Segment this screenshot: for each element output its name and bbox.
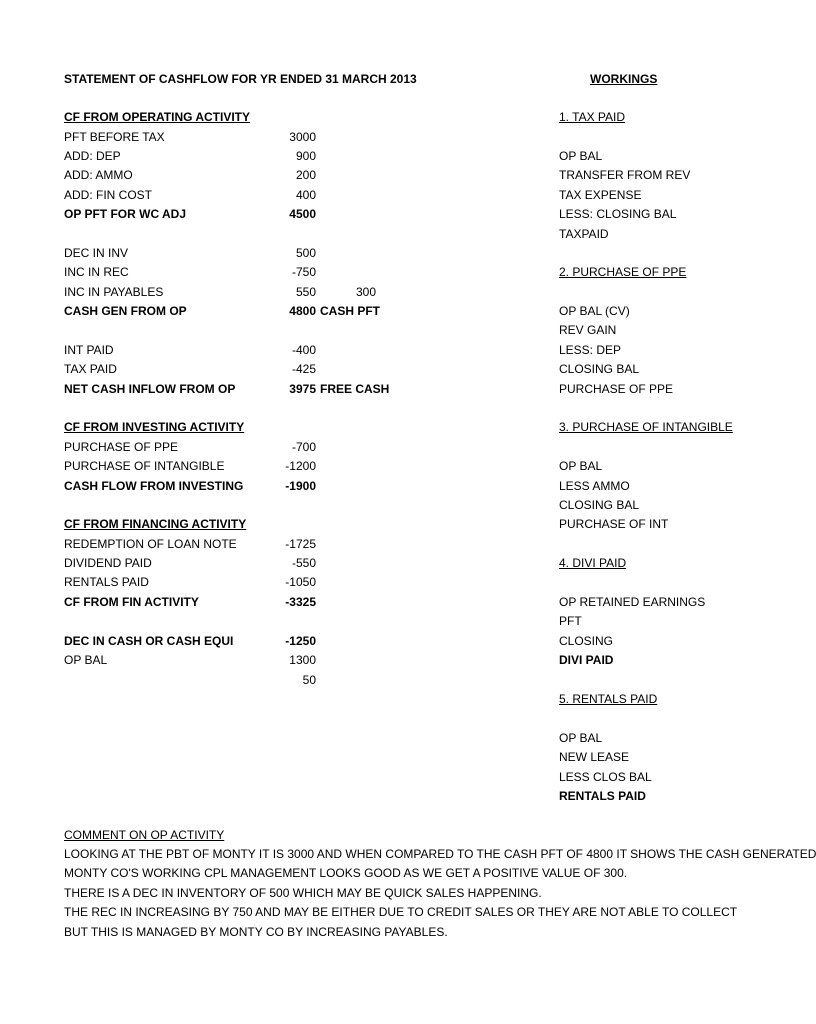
row-label: PURCHASE OF PPE: [64, 440, 179, 454]
comment-text: MONTY CO'S WORKING CPL MANAGEMENT LOOKS GOOD AS WE GET A POSITIVE VALUE OF 300.: [64, 866, 628, 880]
list-item: [0, 225, 688, 244]
list-item: [0, 768, 688, 787]
list-item: [0, 166, 691, 185]
table-row: [0, 438, 400, 457]
row-value: 550: [295, 285, 316, 299]
list-item: [0, 612, 688, 631]
row-label: OP BAL: [64, 653, 108, 667]
working-heading-row: [0, 263, 688, 282]
comment-line: [0, 903, 738, 922]
working-item: PURCHASE OF INT: [559, 517, 669, 531]
table-row: [0, 128, 400, 147]
list-item: [0, 341, 688, 360]
row-label: REDEMPTION OF LOAN NOTE: [64, 537, 237, 551]
row-value: -1200: [285, 459, 316, 473]
row-label: CASH GEN FROM OP: [64, 304, 187, 318]
list-item: [0, 147, 688, 166]
row-label: DEC IN CASH OR CASH EQUI: [64, 634, 234, 648]
comment-text: BUT THIS IS MANAGED BY MONTY CO BY INCREASING PAYABLES.: [64, 925, 448, 939]
list-item: [0, 748, 688, 767]
row-label: DIVIDEND PAID: [64, 556, 152, 570]
row-value: -700: [291, 440, 316, 454]
comment-heading-row: [0, 826, 688, 845]
working-item: TRANSFER FROM REV: [559, 168, 691, 182]
comment-line: [0, 845, 816, 864]
table-row: [0, 244, 400, 263]
row-label: ADD: FIN COST: [64, 188, 153, 202]
list-item: [0, 515, 688, 534]
comment-text: THERE IS A DEC IN INVENTORY OF 500 WHICH MAY BE QUICK SALES HAPPENING.: [64, 886, 542, 900]
working-item: CLOSING BAL: [559, 498, 640, 512]
row-value: 900: [295, 149, 316, 163]
list-item: [0, 729, 688, 748]
table-row: [0, 535, 400, 554]
statement-title: STATEMENT OF CASHFLOW FOR YR ENDED 31 MARCH 2013: [64, 72, 417, 86]
working-item: TAXPAID: [559, 227, 609, 241]
row-value: 4800: [289, 304, 316, 318]
working-item: CLOSING BAL: [559, 362, 640, 376]
row-value: -750: [291, 265, 316, 279]
list-item: [0, 651, 688, 670]
row-value: -1250: [285, 634, 316, 648]
row-label: OP PFT FOR WC ADJ: [64, 207, 187, 221]
working-item: OP RETAINED EARNINGS: [559, 595, 706, 609]
working-heading-row: [0, 554, 688, 573]
row-label: PURCHASE OF INTANGIBLE: [64, 459, 225, 473]
list-item: [0, 477, 688, 496]
comment-text: THE REC IN INCREASING BY 750 AND MAY BE EITHER DUE TO CREDIT SALES OR THEY ARE NOT ABLE TO COLLECT: [64, 905, 738, 919]
row-label: TAX PAID: [64, 362, 117, 376]
row-label: RENTALS PAID: [64, 575, 149, 589]
row-extra-value: 300: [355, 285, 376, 299]
working-item: LESS: DEP: [559, 343, 622, 357]
list-item: [0, 632, 688, 651]
row-suffix: CASH PFT: [320, 304, 380, 318]
working-item: OP BAL (CV): [559, 304, 630, 318]
comment-line: [0, 884, 688, 903]
list-item: [0, 302, 688, 321]
row-value: 500: [295, 246, 316, 260]
working-item: PFT: [559, 614, 582, 628]
working-heading-tax: 1. TAX PAID: [559, 110, 626, 124]
row-value: -550: [291, 556, 316, 570]
table-row: [0, 283, 400, 302]
row-label: ADD: AMMO: [64, 168, 133, 182]
row-value: 400: [295, 188, 316, 202]
comment-heading: COMMENT ON OP ACTIVITY: [64, 828, 225, 842]
working-item: OP BAL: [559, 459, 603, 473]
working-item: PURCHASE OF PPE: [559, 382, 674, 396]
working-heading-ppe: 2. PURCHASE OF PPE: [559, 265, 687, 279]
row-value: -1050: [285, 575, 316, 589]
row-value: -400: [291, 343, 316, 357]
comment-line: [0, 923, 688, 942]
row-value: -1900: [285, 479, 316, 493]
title-row: [0, 70, 768, 89]
row-value: 200: [295, 168, 316, 182]
working-item: LESS AMMO: [559, 479, 630, 493]
list-item: [0, 205, 688, 224]
working-item: RENTALS PAID: [559, 789, 646, 803]
row-value: 4500: [289, 207, 316, 221]
row-value: 1300: [289, 653, 316, 667]
table-row: [0, 573, 400, 592]
working-item: LESS: CLOSING BAL: [559, 207, 677, 221]
comment-text: LOOKING AT THE PBT OF MONTY IT IS 3000 AND WHEN COMPARED TO THE CASH PFT OF 4800 IT SHOWS THE CASH GENERATED: [64, 847, 816, 861]
row-label: NET CASH INFLOW FROM OP: [64, 382, 236, 396]
list-item: [0, 457, 688, 476]
row-value: -1725: [285, 537, 316, 551]
working-item: NEW LEASE: [559, 750, 630, 764]
row-label: ADD: DEP: [64, 149, 121, 163]
working-heading-divi: 4. DIVI PAID: [559, 556, 627, 570]
list-item: [0, 787, 688, 806]
working-item: TAX EXPENSE: [559, 188, 642, 202]
row-value: 50: [302, 673, 316, 687]
working-item: DIVI PAID: [559, 653, 614, 667]
row-label: INC IN PAYABLES: [64, 285, 164, 299]
working-heading-rentals: 5. RENTALS PAID: [559, 692, 658, 706]
list-item: [0, 593, 706, 612]
list-item: [0, 360, 688, 379]
row-value: -425: [291, 362, 316, 376]
row-label: INT PAID: [64, 343, 114, 357]
working-heading-row: [0, 418, 733, 437]
row-label: CASH FLOW FROM INVESTING: [64, 479, 244, 493]
row-suffix: FREE CASH: [320, 382, 390, 396]
investing-heading: CF FROM INVESTING ACTIVITY: [64, 420, 245, 434]
working-heading-row: [0, 690, 688, 709]
list-item: [0, 496, 688, 515]
row-label: DEC IN INV: [64, 246, 129, 260]
workings-title: WORKINGS: [590, 72, 658, 86]
list-item: [0, 321, 688, 340]
row-label: PFT BEFORE TAX: [64, 130, 165, 144]
row-label: INC IN REC: [64, 265, 129, 279]
row-value: 3975: [289, 382, 316, 396]
list-item: [0, 186, 688, 205]
working-item: LESS CLOS BAL: [559, 770, 652, 784]
working-heading-row: [0, 108, 688, 127]
list-item: [0, 380, 688, 399]
row-value: -3325: [285, 595, 316, 609]
row-label: CF FROM FIN ACTIVITY: [64, 595, 199, 609]
working-item: OP BAL: [559, 731, 603, 745]
working-item: CLOSING: [559, 634, 614, 648]
comment-line: [0, 864, 688, 883]
working-heading-intangible: 3. PURCHASE OF INTANGIBLE: [559, 420, 733, 434]
table-row: [0, 671, 400, 690]
row-value: 3000: [289, 130, 316, 144]
operating-heading: CF FROM OPERATING ACTIVITY: [64, 110, 250, 124]
working-item: REV GAIN: [559, 323, 617, 337]
working-item: OP BAL: [559, 149, 603, 163]
financing-heading: CF FROM FINANCING ACTIVITY: [64, 517, 247, 531]
